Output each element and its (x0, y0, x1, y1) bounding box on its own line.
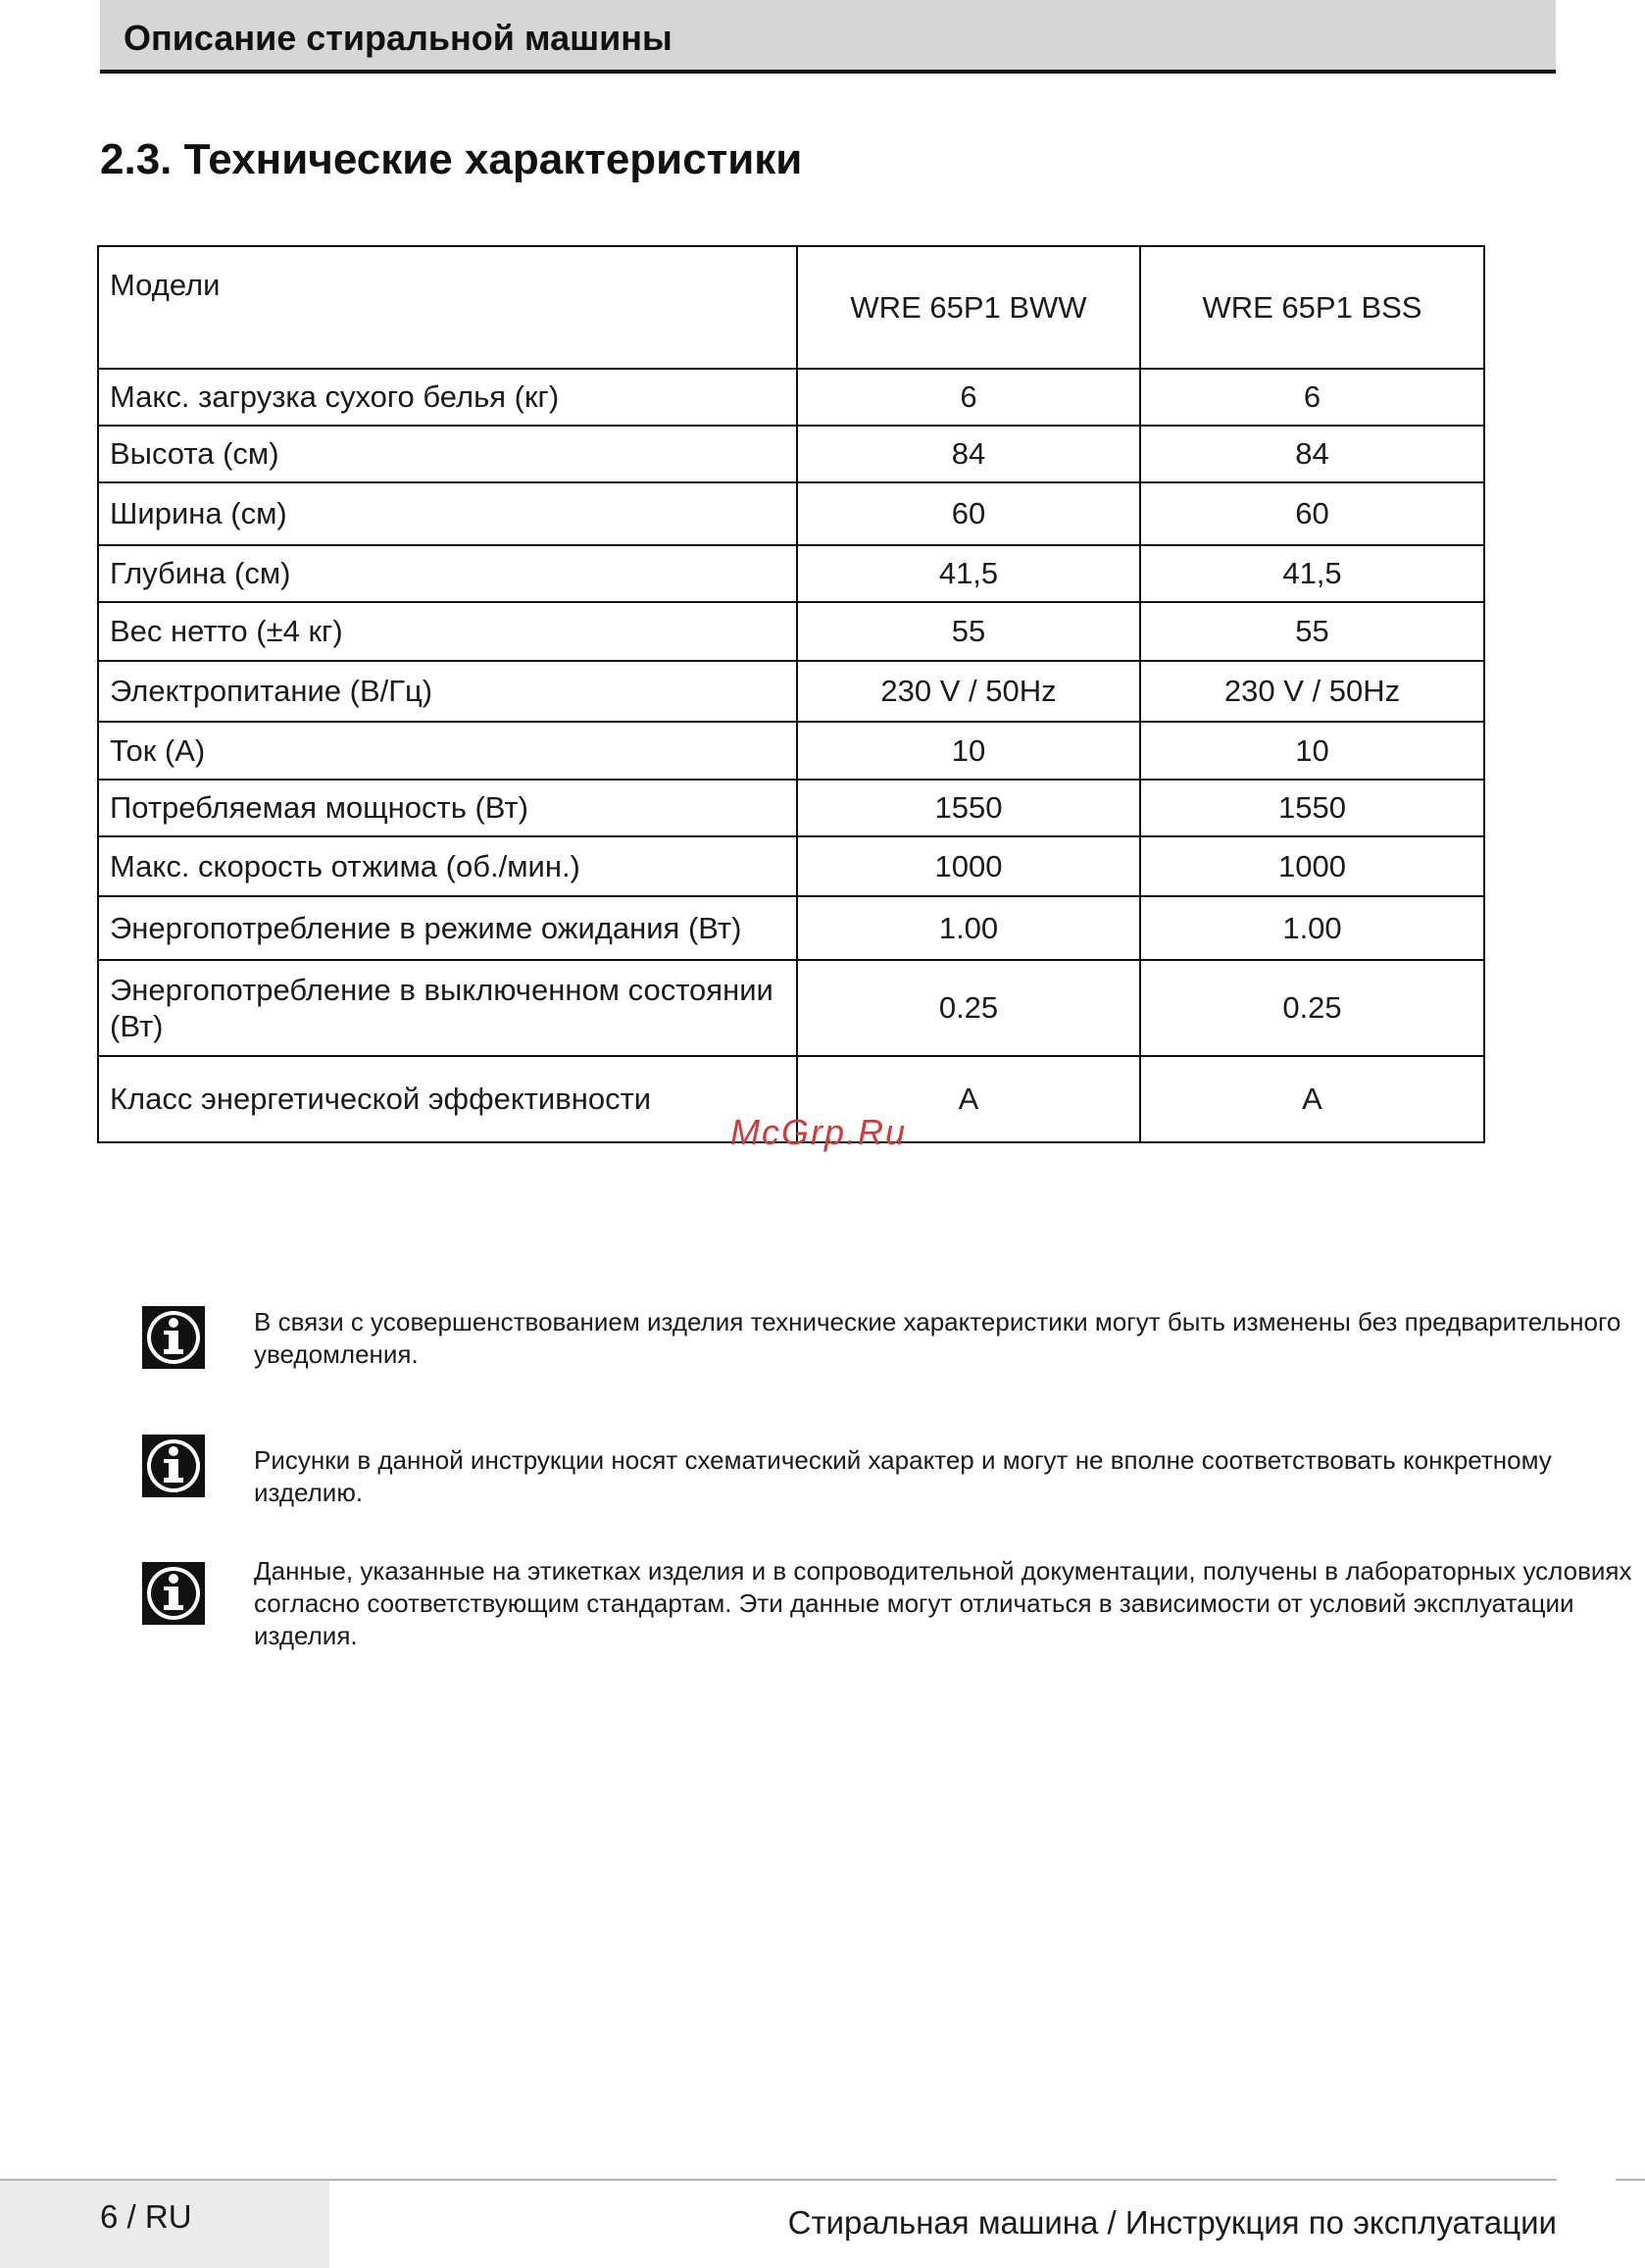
model-name: WRE 65P1 BWW (797, 246, 1140, 369)
row-label: Макс. скорость отжима (об./мин.) (98, 836, 797, 896)
row-value: 84 (1140, 426, 1484, 482)
row-label: Энергопотребление в режиме ожидания (Вт) (98, 896, 797, 960)
info-icon (142, 1435, 205, 1497)
table-row (98, 722, 1484, 780)
row-label: Макс. загрузка сухого белья (кг) (98, 369, 797, 426)
row-value: 230 V / 50Hz (1140, 661, 1484, 722)
chapter-header (100, 0, 1556, 74)
info-icon (142, 1306, 205, 1369)
row-value: 0.25 (797, 960, 1140, 1056)
page-number: 6 / RU (100, 2198, 192, 2235)
row-value: 1.00 (797, 896, 1140, 960)
table-row (98, 661, 1484, 722)
row-value: A (797, 1056, 1140, 1142)
row-value: 55 (1140, 602, 1484, 661)
document-title: Стиральная машина / Инструкция по эксплуатации (787, 2204, 1557, 2241)
table-row (98, 896, 1484, 960)
table-row (98, 780, 1484, 836)
row-value: 60 (1140, 482, 1484, 545)
table-row (98, 369, 1484, 426)
table-row (98, 482, 1484, 545)
specifications-table (97, 245, 1485, 1143)
row-value: 1.00 (1140, 896, 1484, 960)
row-label: Энергопотребление в выключенном состоянии (Вт) (98, 960, 797, 1056)
row-label: Потребляемая мощность (Вт) (98, 780, 797, 836)
row-value: 0.25 (1140, 960, 1484, 1056)
row-value: 6 (797, 369, 1140, 426)
chapter-title: Описание стиральной машины (124, 18, 673, 58)
row-label: Ширина (см) (98, 482, 797, 545)
row-value: 60 (797, 482, 1140, 545)
section-title: 2.3. Технические характеристики (100, 135, 803, 183)
note-text: Данные, указанные на этикетках изделия и в сопроводительной документации, получены в лабораторных условиях согласно соответствующим стандартам. Эти данные могут отличаться в зависимости от условий эксплуатации изделия. (254, 1556, 1632, 1650)
row-label: Глубина (см) (98, 545, 797, 602)
row-label: Высота (см) (98, 426, 797, 482)
table-row (98, 426, 1484, 482)
table-row (98, 836, 1484, 896)
table-row (98, 602, 1484, 661)
table-row (98, 960, 1484, 1056)
row-value: 6 (1140, 369, 1484, 426)
row-value: 55 (797, 602, 1140, 661)
row-label: Электропитание (В/Гц) (98, 661, 797, 722)
model-name: WRE 65P1 BSS (1140, 246, 1484, 369)
footer-divider (1616, 2179, 1645, 2181)
row-value: 84 (797, 426, 1140, 482)
row-value: 41,5 (797, 545, 1140, 602)
row-value: 1000 (1140, 836, 1484, 896)
row-label: Вес нетто (±4 кг) (98, 602, 797, 661)
row-label: Ток (А) (98, 722, 797, 780)
row-value: 10 (797, 722, 1140, 780)
row-value: 1550 (797, 780, 1140, 836)
row-value: A (1140, 1056, 1484, 1142)
watermark: McGrp.Ru (730, 1112, 908, 1152)
row-label: Класс энергетической эффективности (98, 1056, 797, 1142)
row-value: 230 V / 50Hz (797, 661, 1140, 722)
models-label: Модели (98, 246, 797, 369)
table-header-row (98, 246, 1484, 369)
note-text: Рисунки в данной инструкции носят схематический характер и могут не вполне соответствовать конкретному изделию. (254, 1445, 1552, 1507)
row-value: 41,5 (1140, 545, 1484, 602)
row-value: 1000 (797, 836, 1140, 896)
row-value: 10 (1140, 722, 1484, 780)
note-text: В связи с усовершенствованием изделия технические характеристики могут быть изменены без предварительного уведомления. (254, 1307, 1621, 1369)
info-icon (142, 1562, 205, 1625)
row-value: 1550 (1140, 780, 1484, 836)
table-row (98, 545, 1484, 602)
